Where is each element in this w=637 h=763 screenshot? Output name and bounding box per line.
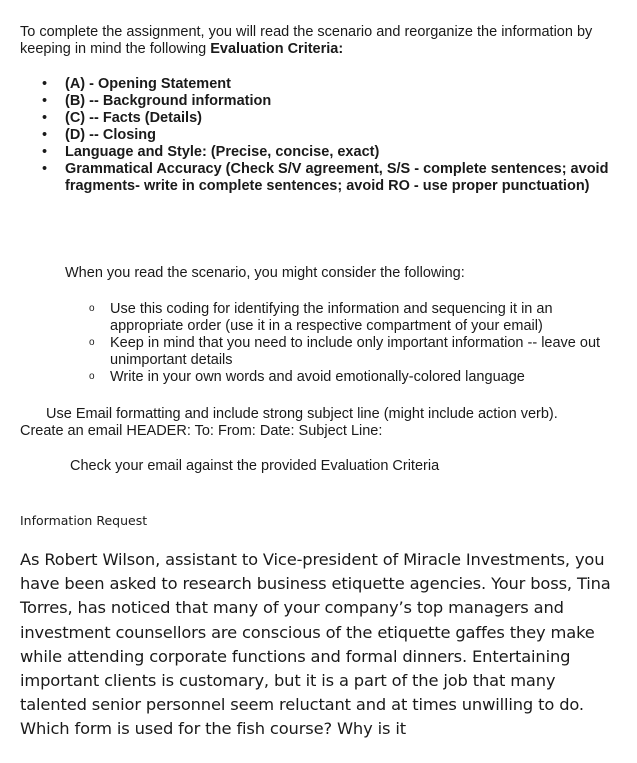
criteria-item: • Language and Style: (Precise, concise, exact): [38, 144, 618, 161]
criteria-item: • Grammatical Accuracy (Check S/V agreement, S/S - complete sentences; avoid fragments- write in complete sentences; avoid RO - use proper punctuation): [38, 161, 618, 195]
check-criteria-paragraph: Check your email against the provided Evaluation Criteria: [70, 458, 440, 474]
evaluation-criteria-list: [38, 76, 618, 195]
email-header-line: Create an email HEADER: To: From: Date: Subject Line:: [20, 423, 383, 439]
consider-list: [86, 301, 606, 386]
criteria-item: • (A) - Opening Statement: [38, 76, 618, 93]
email-format-paragraph: [20, 406, 620, 440]
criteria-item: • (B) -- Background information: [38, 93, 618, 110]
intro-bold-label: Evaluation Criteria:: [210, 41, 344, 57]
consider-item: o Use this coding for identifying the information and sequencing it in an appropriate order (use it in a respective compartment of your email): [86, 301, 606, 335]
email-format-line: Use Email formatting and include strong subject line (might include action verb).: [46, 406, 558, 422]
criteria-item: • (C) -- Facts (Details): [38, 110, 618, 127]
consider-item: o Write in your own words and avoid emotionally-colored language: [86, 369, 606, 386]
scenario-title: Information Request: [20, 513, 148, 528]
intro-text: To complete the assignment, you will read the scenario and reorganize the information by keeping in mind the following: [20, 24, 593, 57]
scenario-body: As Robert Wilson, assistant to Vice-president of Miracle Investments, you have been asked to research business etiquette agencies. Your boss, Tina Torres, has noticed that many of your company’s top managers and investment counsellors are conscious of the etiquette gaffes they make while attending corporate functions and formal dinners. Entertaining important clients is customary, but it is a part of the job that many talented senior personnel seem reluctant and at times unwilling to do. Which form is used for the fish course? Why is it: [20, 550, 611, 739]
consider-paragraph: When you read the scenario, you might consider the following:: [65, 265, 465, 281]
consider-item: o Keep in mind that you need to include only important information -- leave out unimportant details: [86, 335, 606, 369]
criteria-item: • (D) -- Closing: [38, 127, 618, 144]
intro-paragraph: [20, 24, 620, 58]
